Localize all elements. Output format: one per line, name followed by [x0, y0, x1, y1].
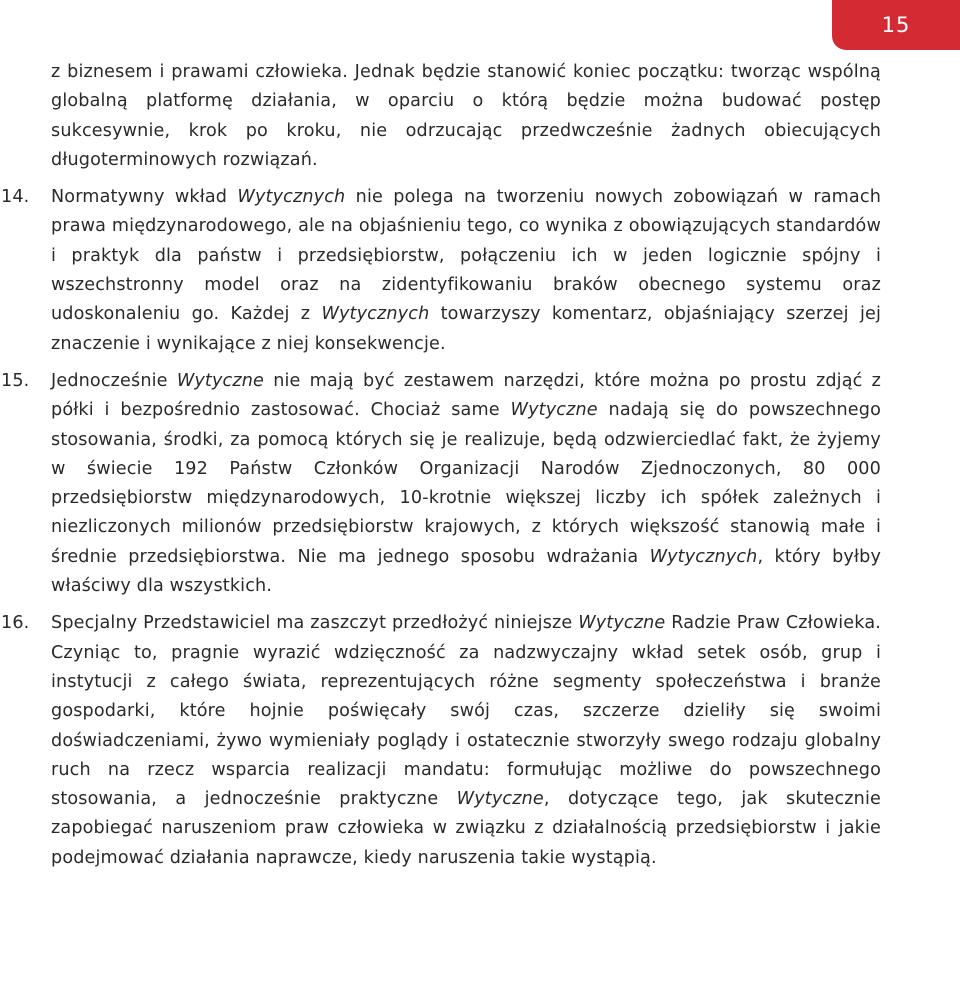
paragraph-15 [0, 367, 881, 601]
text-segment: Normatywny wkład [51, 187, 238, 208]
text-segment: nie mają być zestawem narzędzi, które można po prostu zdjąć z półki i bezpośrednio zastosować. Chociaż same [51, 370, 882, 421]
paragraph-number: 14. [1, 187, 30, 208]
text-segment: , dotyczące tego, jak skutecznie zapobiegać naruszeniom praw człowieka w związku z działalnością przedsiębiorstw i jakie podejmować działania naprawcze, kiedy naruszenia takie wystąpią. [51, 789, 881, 868]
text-segment: Specjalny Przedstawiciel ma zaszczyt przedłożyć niniejsze [51, 613, 579, 634]
paragraph-number: 15. [1, 370, 30, 391]
paragraph-14 [0, 183, 881, 359]
italic-term: Wytyczne [176, 370, 265, 391]
page-number: 15 [832, 0, 960, 50]
text-segment: towarzyszy komentarz, objaśniający szerzej jej znaczenie i wynikające z niej konsekwencje. [51, 304, 881, 354]
text-segment: Jednocześnie [51, 370, 177, 391]
italic-term: Wytycznych [649, 546, 758, 567]
italic-term: Wytycznych [321, 304, 430, 325]
italic-term: Wytyczne [578, 613, 666, 634]
document-body [0, 58, 960, 881]
paragraph-text [51, 367, 881, 601]
paragraph-text [51, 58, 881, 175]
italic-term: Wytyczne [510, 400, 598, 421]
paragraph-text [51, 183, 881, 359]
paragraph-16 [0, 609, 881, 873]
text-segment: Radzie Praw Człowieka. Czyniąc to, pragnie wyrazić wdzięczność za nadzwyczajny wkład setek osób, grup i instytucji z całego świata, reprezentujących różne segmenty społeczeństwa i branże gospodarki, które hojnie poświęcały swój czas, szczerze dzieliły się swoimi doświadczeniami, żywo wymieniały poglądy i ostatecznie stworzyły swego rodzaju globalny ruch na rzecz wsparcia realizacji mandatu: formułując możliwe do powszechnego stosowania, a jednocześnie praktyczne [51, 613, 881, 810]
text-segment: z biznesem i prawami człowieka. Jednak będzie stanowić koniec początku: tworząc wspólną globalną platformę działania, w oparciu o którą będzie można budować postęp sukcesywnie, krok po kroku, nie odrzucając przedwcześnie żadnych obiecujących długoterminowych rozwiązań. [51, 62, 881, 170]
italic-term: Wytyczne [456, 789, 544, 810]
text-segment: nadają się do powszechnego stosowania, środki, za pomocą których się je realizuje, będą odzwierciedlać fakt, że żyjemy w świecie 192 Państw Członków Organizacji Narodów Zjednoczonych, 80 000 przedsiębiorstw międzynarodowych, 10-krotnie większej liczby ich spółek zależnych i niezliczonych milionów przedsiębiorstw krajowych, z których większość stanowią małe i średnie przedsiębiorstwa. Nie ma jednego sposobu wdrażania [51, 400, 882, 567]
paragraph-continuation [0, 58, 881, 175]
text-segment: , który byłby właściwy dla wszystkich. [51, 546, 881, 597]
text-segment: nie polega na tworzeniu nowych zobowiązań w ramach prawa międzynarodowego, ale na objaśnieniu tego, co wynika z obowiązujących standardów i praktyk dla państw i przedsiębiorstw, połączeniu ich w jeden logicznie spójny i wszechstronny model oraz na zidentyfikowaniu braków obecnego systemu oraz udoskonaleniu go. Każdej z [51, 187, 881, 325]
paragraph-number: 16. [1, 613, 30, 634]
italic-term: Wytycznych [237, 187, 346, 208]
paragraph-text [51, 609, 881, 873]
